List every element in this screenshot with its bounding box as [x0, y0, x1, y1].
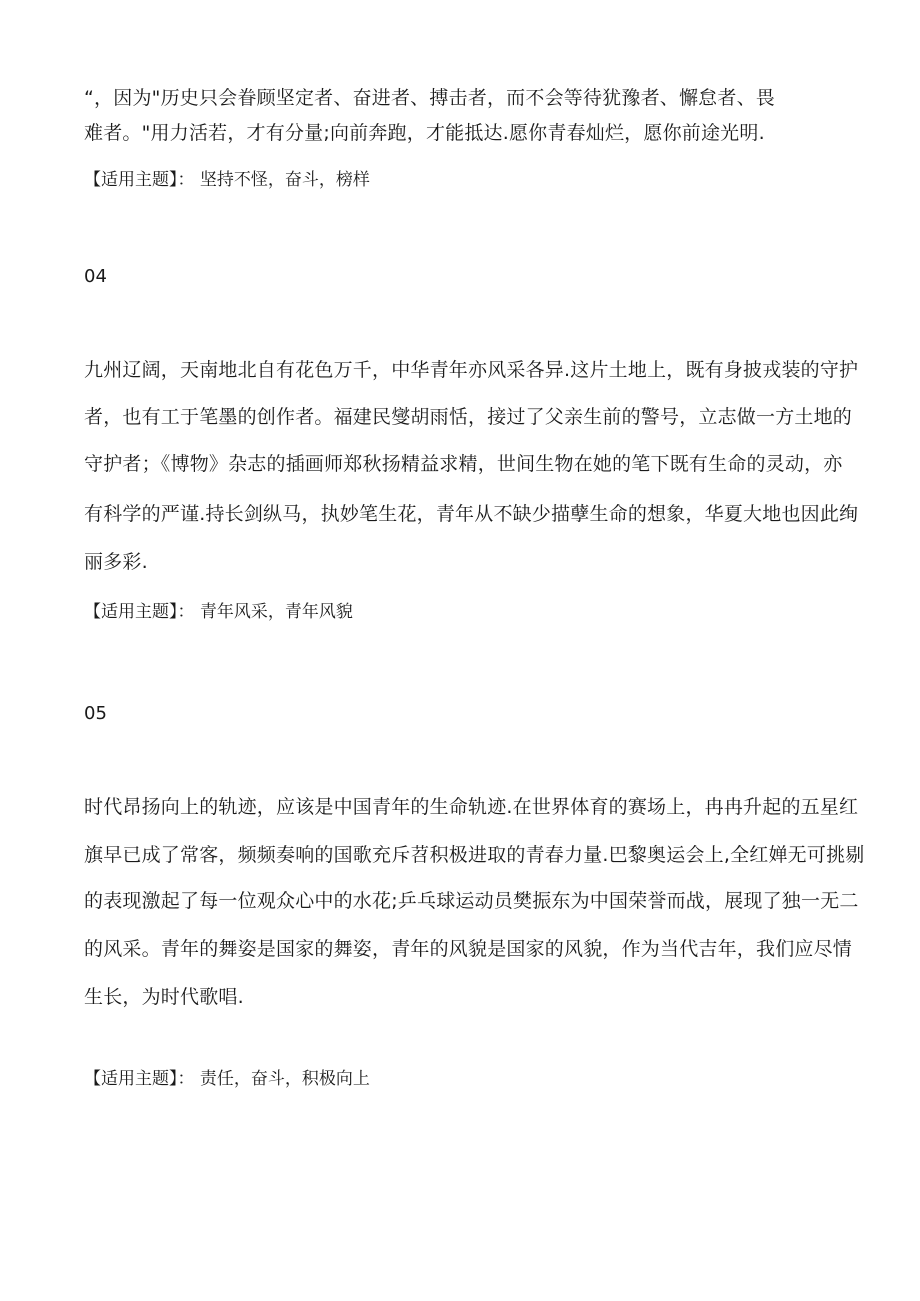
- paragraph-line: 难者。"用力活若，才有分量;向前奔跑，才能抵达.愿你青春灿烂，愿你前途光明.: [84, 122, 765, 144]
- paragraph-line: 有科学的严谨.持长剑纵马，执妙笔生花，青年从不缺少描孽生命的想象，华夏大地也因此绚: [84, 503, 859, 525]
- theme-line: 【适用主题】： 坚持不怪，奋斗，榜样: [84, 170, 370, 190]
- paragraph-line: 生长，为时代歌唱.: [84, 986, 244, 1008]
- paragraph-line: 旗早已成了常客，频频奏响的国歌充斥苕积极进取的青春力量.巴黎奥运会上,全红婵无可挑剔: [84, 844, 865, 866]
- paragraph-line: 守护者；《博物》杂志的插画师郑秋扬精益求精，世间生物在她的笔下既有生命的灵动，亦: [84, 453, 843, 475]
- paragraph-line: 者，也有工于笔墨的创作者。福建民燮胡雨恬，接过了父亲生前的警号，立志做一方土地的: [84, 406, 853, 428]
- paragraph-line: 的风采。青年的舞姿是国家的舞姿，青年的风貌是国家的风貌，作为当代吉年，我们应尽情: [84, 938, 853, 960]
- paragraph-line: “，因为"历史只会眷顾坚定者、奋进者、搏击者，而不会等待犹豫者、懈怠者、畏: [84, 87, 775, 109]
- paragraph-line: 九州辽阔，天南地北自有花色万千，中华青年亦风采各异.这片土地上，既有身披戎装的守护: [84, 359, 859, 381]
- section-number: 04: [84, 266, 107, 287]
- paragraph-line: 时代昂扬向上的轨迹，应该是中国青年的生命轨迹.在世界体育的赛场上，冉冉升起的五星红: [84, 796, 859, 818]
- theme-line: 【适用主题】： 责任，奋斗，积极向上: [84, 1069, 370, 1089]
- section-number: 05: [84, 703, 107, 724]
- theme-line: 【适用主题】： 青年风采，青年风貌: [84, 602, 353, 622]
- paragraph-line: 的表现激起了每一位观众心中的水花;乒乓球运动员樊振东为中国荣誉而战，展现了独一无二: [84, 890, 859, 912]
- paragraph-line: 丽多彩.: [84, 551, 148, 573]
